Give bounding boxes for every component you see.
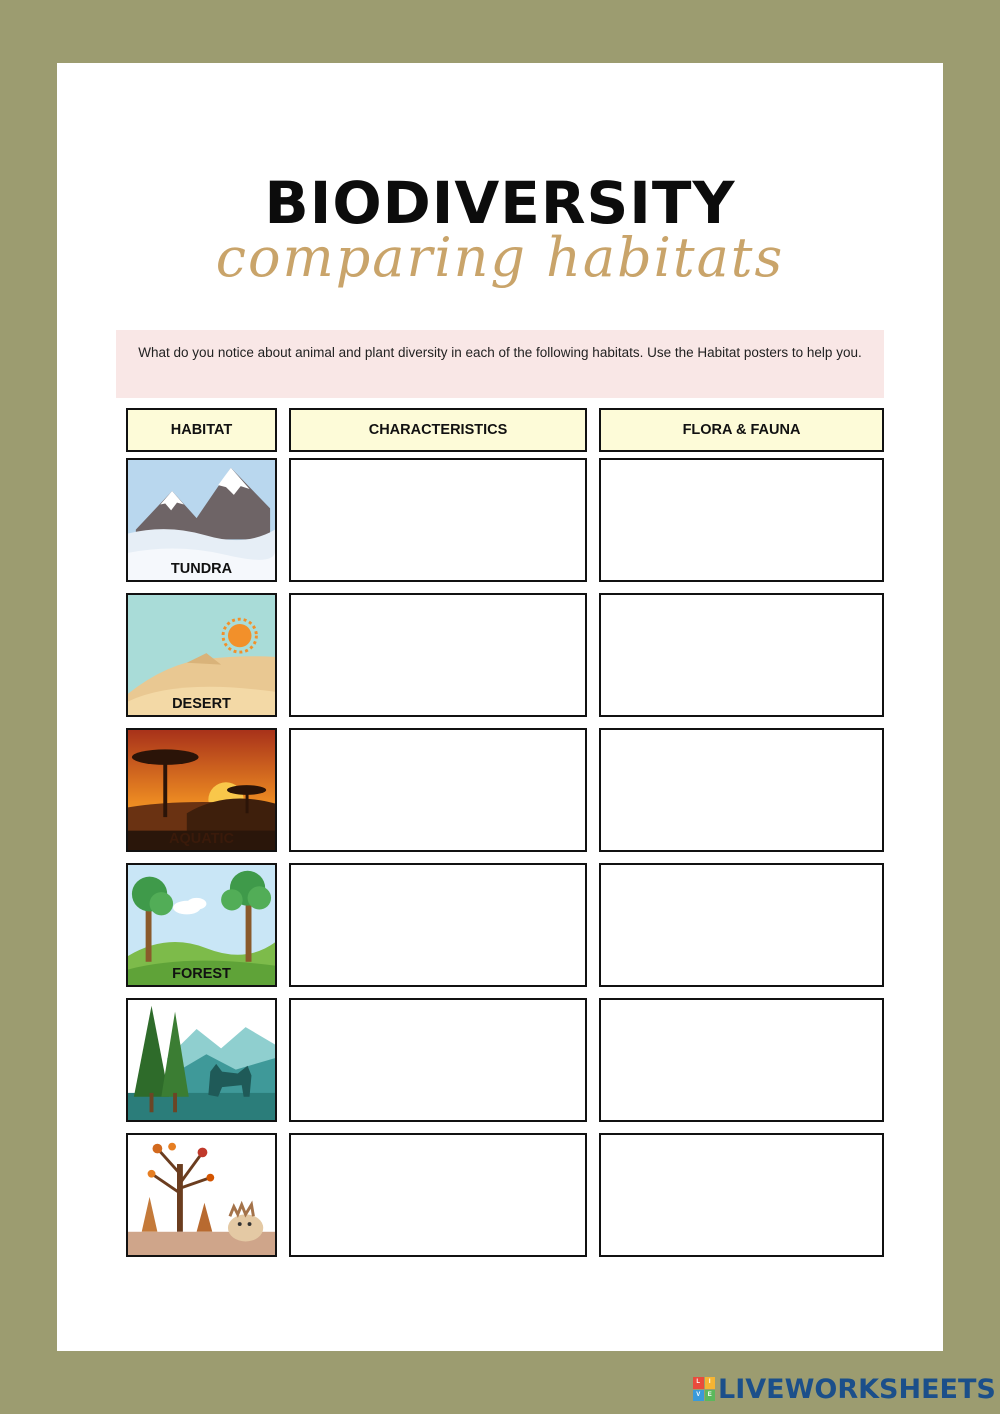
habitat-image-aquatic <box>126 728 277 852</box>
flora-fauna-cell-5[interactable] <box>599 998 884 1122</box>
header-habitat: HABITAT <box>126 408 277 452</box>
instructions-box: What do you notice about animal and plant diversity in each of the following habitats. Use the Habitat posters to help you. <box>116 330 884 398</box>
header-flora-fauna: FLORA & FAUNA <box>599 408 884 452</box>
characteristics-cell-4[interactable] <box>289 863 587 987</box>
habitat-label: TUNDRA <box>170 561 233 577</box>
flora-fauna-cell-4[interactable] <box>599 863 884 987</box>
habitat-image-forest <box>126 863 277 987</box>
habitat-image-deciduous <box>126 1133 277 1257</box>
flora-fauna-cell-1[interactable] <box>599 458 884 582</box>
flora-fauna-cell-2[interactable] <box>599 593 884 717</box>
worksheet-page <box>57 63 943 1351</box>
habitat-label: FOREST <box>172 966 231 982</box>
habitat-label: DESERT <box>172 696 231 712</box>
page-title: BIODIVERSITY <box>264 169 736 237</box>
autumn-tree-icon <box>128 1135 275 1255</box>
flora-fauna-cell-6[interactable] <box>599 1133 884 1257</box>
habitat-label: AQUATIC <box>169 831 234 847</box>
pine-tree-icon <box>128 1000 275 1120</box>
characteristics-cell-3[interactable] <box>289 728 587 852</box>
characteristics-cell-5[interactable] <box>289 998 587 1122</box>
header-characteristics: CHARACTERISTICS <box>289 408 587 452</box>
page-subtitle: comparing habitats <box>215 226 785 289</box>
habitat-image-tundra <box>126 458 277 582</box>
flora-fauna-cell-3[interactable] <box>599 728 884 852</box>
characteristics-cell-6[interactable] <box>289 1133 587 1257</box>
liveworksheets-logo[interactable] <box>693 1374 996 1404</box>
logo-text: LIVEWORKSHEETS <box>718 1373 996 1405</box>
characteristics-cell-1[interactable] <box>289 458 587 582</box>
logo-blocks-icon: L I V E <box>693 1377 715 1401</box>
habitat-image-taiga <box>126 998 277 1122</box>
habitat-image-desert <box>126 593 277 717</box>
characteristics-cell-2[interactable] <box>289 593 587 717</box>
